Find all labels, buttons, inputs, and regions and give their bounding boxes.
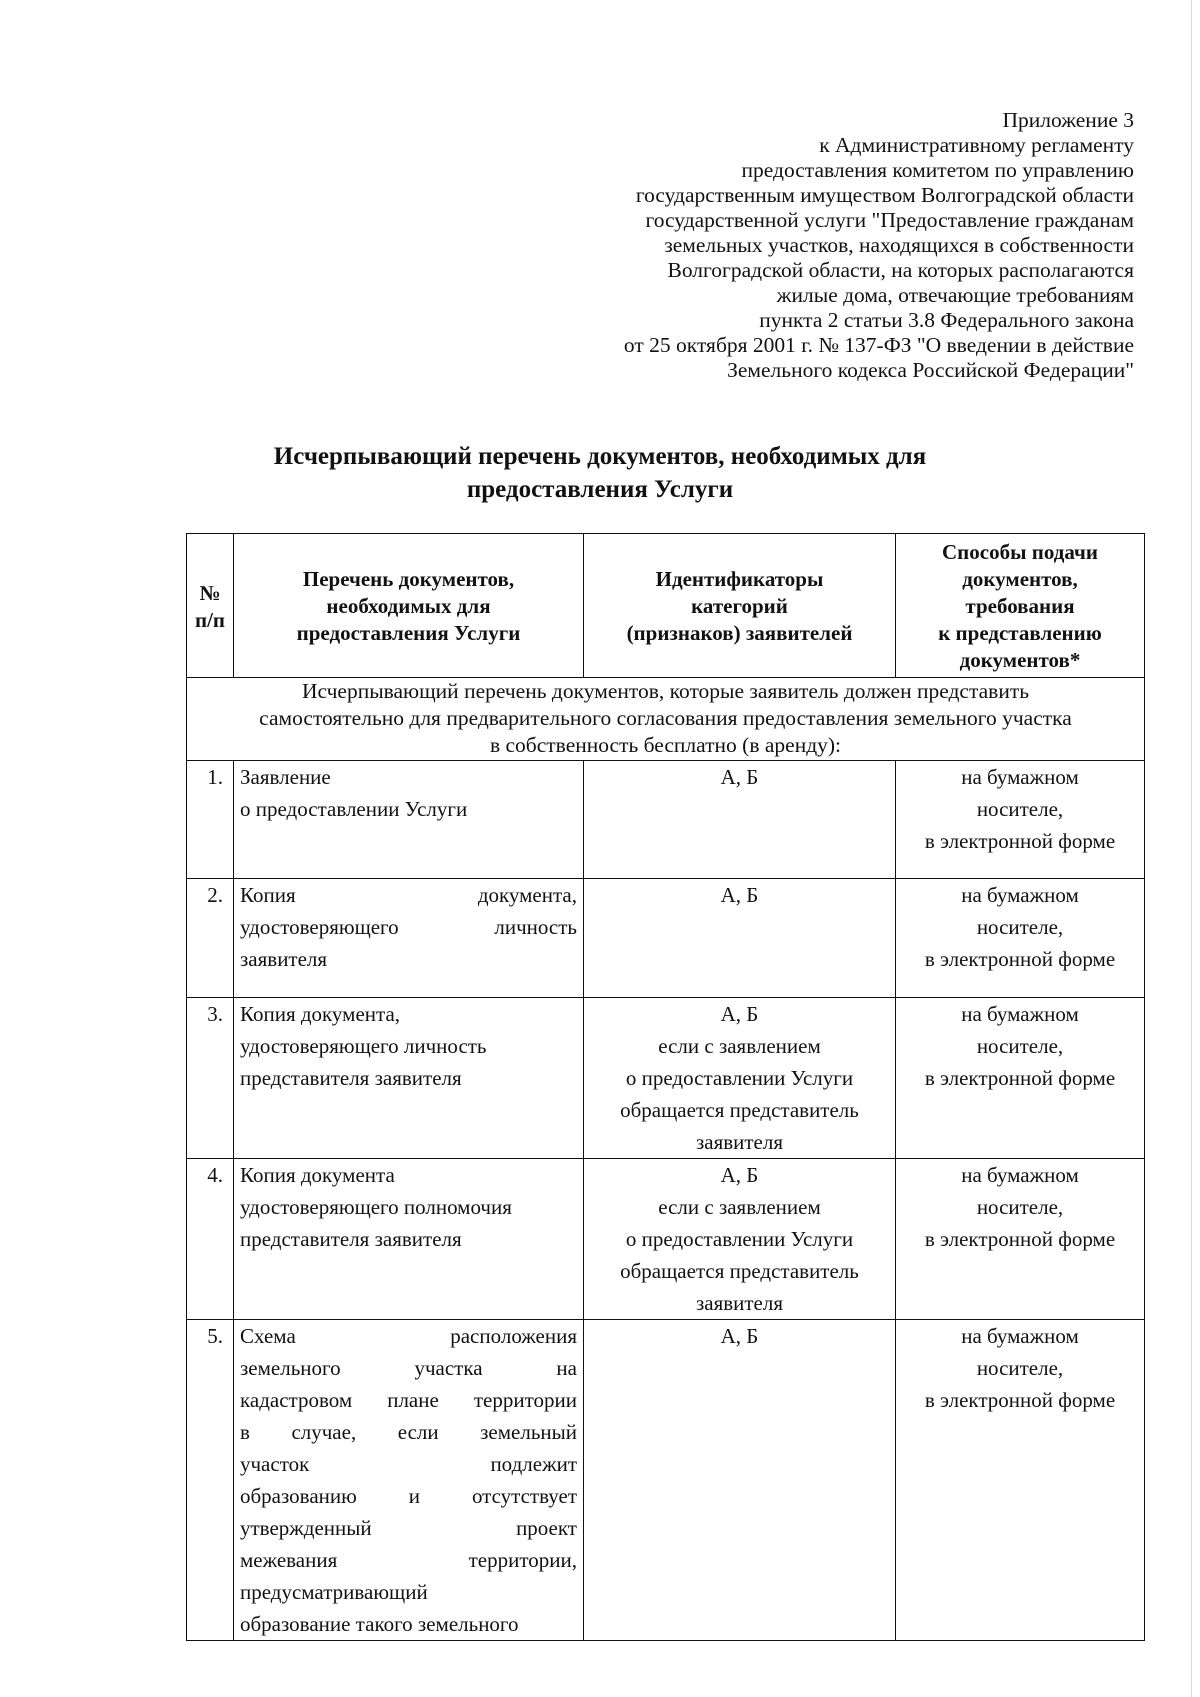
identifier-cell xyxy=(584,879,896,998)
cell-text: носителе, xyxy=(976,1034,1064,1058)
header-text: необходимых для xyxy=(326,594,491,618)
header-text: к представлению xyxy=(938,621,1102,645)
cell-text: носителе, xyxy=(976,797,1064,821)
document-cell xyxy=(234,998,584,1159)
cell-text: Копия документа xyxy=(240,1163,395,1187)
cell-text: удостоверяющего полномочия xyxy=(240,1195,512,1219)
cell-text: о предоставлении Услуги xyxy=(625,1066,854,1090)
header-line: Приложение 3 xyxy=(1002,108,1134,132)
row-number: 1. xyxy=(187,761,234,879)
table-row xyxy=(187,998,1145,1159)
submission-cell xyxy=(896,998,1145,1159)
header-line: государственной услуги "Предоставление гражданам xyxy=(645,208,1134,232)
header-text: Идентификаторы xyxy=(655,567,824,591)
identifier-cell xyxy=(584,1159,896,1320)
submission-cell xyxy=(896,761,1145,879)
cell-text: предусматривающий xyxy=(240,1580,428,1604)
cell-text: представителя заявителя xyxy=(240,1227,462,1251)
header-text: Способы подачи xyxy=(942,540,1098,564)
submission-cell xyxy=(896,879,1145,998)
cell-text: обращается представитель xyxy=(620,1098,859,1122)
header-identifiers xyxy=(584,534,896,678)
cell-text: утвержденный проект xyxy=(240,1516,577,1540)
cell-text: на бумажном xyxy=(961,883,1079,907)
cell-text: удостоверяющего личность xyxy=(240,1034,487,1058)
cell-text: в электронной форме xyxy=(924,1066,1116,1090)
cell-text: в электронной форме xyxy=(924,1388,1116,1412)
header-line: государственным имуществом Волгоградской области xyxy=(635,183,1134,207)
header-line: жилые дома, отвечающие требованиям xyxy=(776,283,1134,307)
header-text: (признаков) заявителей xyxy=(626,621,853,645)
section-text: в собственность бесплатно (в аренду): xyxy=(489,733,842,757)
cell-text: на бумажном xyxy=(961,1002,1079,1026)
cell-text: заявителя xyxy=(240,947,328,971)
cell-text: на бумажном xyxy=(961,765,1079,789)
scan-edge-line xyxy=(1191,0,1192,1697)
header-line: от 25 октября 2001 г. № 137-ФЗ "О введении в действие xyxy=(623,333,1134,357)
cell-text: о предоставлении Услуги xyxy=(240,797,468,821)
cell-text: земельного участка на xyxy=(240,1356,577,1380)
cell-text: представителя заявителя xyxy=(240,1066,462,1090)
cell-text: носителе, xyxy=(976,1195,1064,1219)
cell-text: заявителя xyxy=(695,1130,784,1154)
submission-cell xyxy=(896,1159,1145,1320)
cell-text: в электронной форме xyxy=(924,947,1116,971)
section-row xyxy=(187,678,1145,761)
table-row xyxy=(187,1320,1145,1641)
cell-text: А, Б xyxy=(720,765,759,789)
row-number: 3. xyxy=(187,998,234,1159)
row-number: 2. xyxy=(187,879,234,998)
cell-text: образованию и отсутствует xyxy=(240,1484,577,1508)
cell-text: А, Б xyxy=(720,1163,759,1187)
cell-text: если с заявлением xyxy=(658,1195,821,1219)
cell-text: на бумажном xyxy=(961,1163,1079,1187)
cell-text: заявителя xyxy=(695,1291,784,1315)
cell-text: участок подлежит xyxy=(240,1452,577,1476)
section-text: Исчерпывающий перечень документов, которые заявитель должен представить xyxy=(301,679,1030,703)
cell-text: образование такого земельного xyxy=(240,1612,519,1636)
cell-text: А, Б xyxy=(720,1002,759,1026)
table-header-row xyxy=(187,534,1145,678)
header-text: п/п xyxy=(194,607,226,632)
document-title xyxy=(160,440,1040,506)
identifier-cell xyxy=(584,998,896,1159)
cell-text: Копия документа, xyxy=(240,1002,401,1026)
header-line: Земельного кодекса Российской Федерации" xyxy=(727,358,1134,382)
section-text: самостоятельно для предварительного согласования предоставления земельного участка xyxy=(259,706,1072,730)
row-number: 4. xyxy=(187,1159,234,1320)
header-text: предоставления Услуги xyxy=(296,621,521,645)
cell-text: Заявление xyxy=(240,765,331,789)
header-line: к Административному регламенту xyxy=(819,133,1134,157)
title-line: предоставления Услуги xyxy=(466,476,734,503)
document-cell xyxy=(234,1320,584,1641)
header-line: земельных участков, находящихся в собственности xyxy=(664,233,1134,257)
table-row xyxy=(187,761,1145,879)
cell-text: удостоверяющего личность xyxy=(240,915,577,939)
document-cell xyxy=(234,879,584,998)
header-text: Перечень документов, xyxy=(302,567,515,591)
cell-text: о предоставлении Услуги xyxy=(625,1227,854,1251)
cell-text: в электронной форме xyxy=(924,829,1116,853)
identifier-cell xyxy=(584,1320,896,1641)
documents-table xyxy=(186,533,1145,1641)
header-text: № xyxy=(199,580,221,605)
section-heading xyxy=(187,678,1145,761)
header-text: требования xyxy=(965,594,1075,618)
document-cell xyxy=(234,1159,584,1320)
row-number: 5. xyxy=(187,1320,234,1641)
document-cell xyxy=(234,761,584,879)
header-text: документов, xyxy=(962,567,1078,591)
header-line: предоставления комитетом по управлению xyxy=(741,158,1134,182)
cell-text: если с заявлением xyxy=(658,1034,821,1058)
identifier-cell xyxy=(584,761,896,879)
cell-text: носителе, xyxy=(976,1356,1064,1380)
cell-text: обращается представитель xyxy=(620,1259,859,1283)
cell-text: в электронной форме xyxy=(924,1227,1116,1251)
cell-text: на бумажном xyxy=(961,1324,1079,1348)
cell-text: А, Б xyxy=(720,1324,759,1348)
header-text: категорий xyxy=(691,594,788,618)
submission-cell xyxy=(896,1320,1145,1641)
cell-text: межевания территории, xyxy=(240,1548,577,1572)
cell-text: кадастровом плане территории xyxy=(240,1388,577,1412)
cell-text: Схема расположения xyxy=(240,1324,577,1348)
header-text: документов* xyxy=(959,648,1081,672)
table-row xyxy=(187,1159,1145,1320)
cell-text: в случае, если земельный xyxy=(240,1420,577,1444)
table-row xyxy=(187,879,1145,998)
header-num xyxy=(187,534,234,678)
header-line: Волгоградской области, на которых располагаются xyxy=(667,258,1134,282)
header-documents xyxy=(234,534,584,678)
header-submission xyxy=(896,534,1145,678)
title-line: Исчерпывающий перечень документов, необходимых для xyxy=(273,443,927,470)
cell-text: А, Б xyxy=(720,883,759,907)
cell-text: носителе, xyxy=(976,915,1064,939)
appendix-header xyxy=(514,108,1134,383)
cell-text: Копия документа, xyxy=(240,883,577,907)
header-line: пункта 2 статьи 3.8 Федерального закона xyxy=(759,308,1134,332)
